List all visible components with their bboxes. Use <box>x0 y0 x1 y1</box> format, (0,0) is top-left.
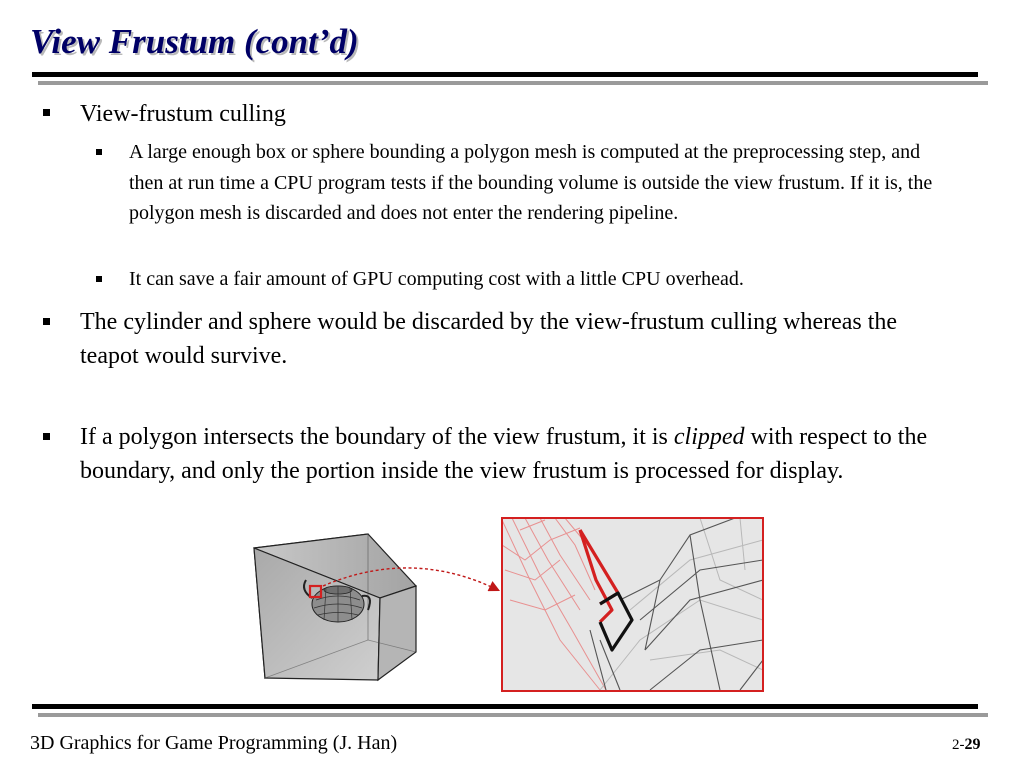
bullet-cylinder-sphere: The cylinder and sphere would be discarded by the view-frustum culling whereas the teapot would survive. <box>80 309 898 369</box>
page-prefix: 2- <box>952 737 965 753</box>
footer-page-number <box>952 736 981 754</box>
frustum-right-face <box>378 586 416 680</box>
sub-bullet-bounding-volume: A large enough box or sphere bounding a polygon mesh is computed at the preprocessing step, and then at run time a CPU program tests if the bounding volume is outside the view frustum. If it is, the polygon mesh is discarded and does not enter the rendering pipeline. <box>129 141 933 224</box>
footer-rule-shadow <box>38 713 988 717</box>
bullet-view-frustum-culling: View-frustum culling <box>80 101 286 127</box>
zoom-detail-panel <box>502 518 763 691</box>
footer-course-title: 3D Graphics for Game Programming (J. Han) <box>30 732 398 754</box>
page-number: 29 <box>964 736 981 753</box>
clipped-emphasis: clipped <box>673 424 745 450</box>
view-frustum-illustration <box>254 534 416 680</box>
clipping-text-before: If a polygon intersects the boundary of the view frustum, it is <box>80 424 674 450</box>
clipping-text-after: with respect to the boundary, and only the portion inside the view frustum is processed for display. <box>80 424 928 484</box>
sub-bullet-gpu-cost: It can save a fair amount of GPU computing cost with a little CPU overhead. <box>129 268 744 290</box>
zoom-background <box>502 518 763 691</box>
footer-rule <box>32 704 978 709</box>
slide-title: View Frustum (cont’d) <box>30 22 359 61</box>
